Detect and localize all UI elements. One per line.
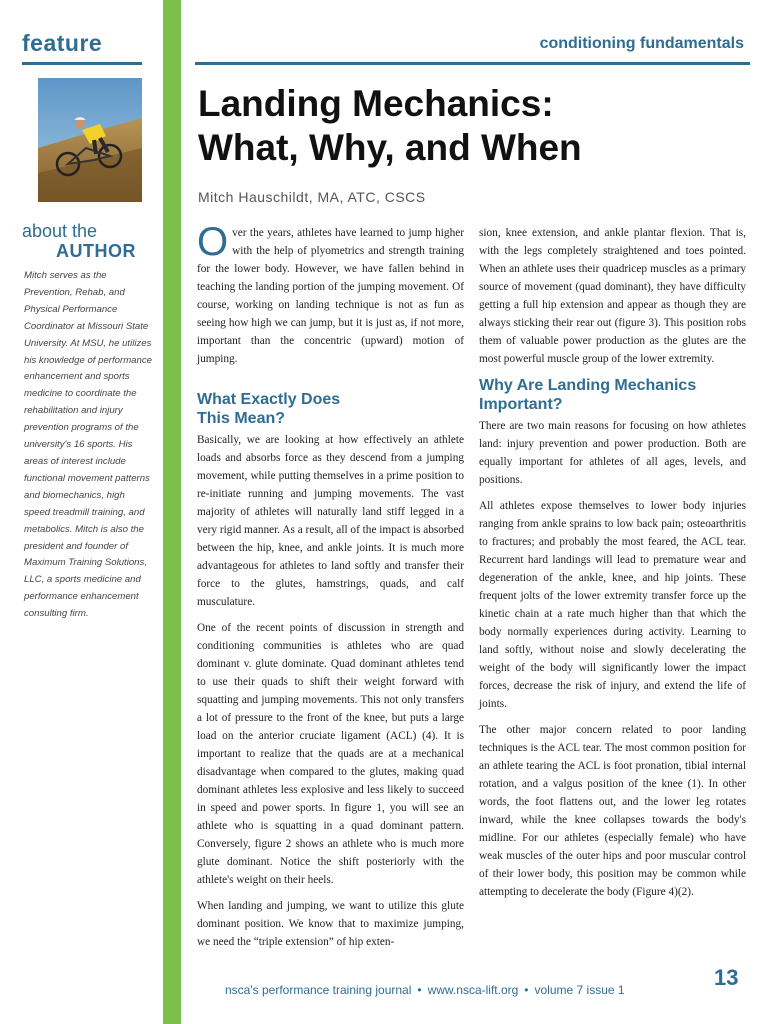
intro-paragraph: Over the years, athletes have learned to jump higher with the help of plyometrics and strength training for the lower body. However, we have fallen behind in teaching the landing portion of the jumping movement. Of course, working on landing technique is not as fun as seeing how high we can jump, but it is just as, if not more, important than the concentric (upward) motion of jumping. (197, 220, 464, 365)
subhead-why-important: Why Are Landing Mechanics Important? (479, 377, 697, 413)
author-photo (38, 78, 142, 202)
page-number: 13 (714, 965, 739, 990)
body-paragraph-continued: sion, knee extension, and ankle plantar flexion. That is, with the legs completely straightened and toes pointed. When an athlete uses their quadricep muscles as a primary source of movement (quad dominant), they have difficulty getting a full hip extension and appear as though they are always sticking their rear out (figure 3). This position robs them of valuable power production as the glutes are the most powerful muscle group of the lower extremity. (479, 227, 746, 365)
header-rule-left (22, 62, 142, 65)
body-paragraph: The other major concern related to poor landing techniques is the ACL tear. The most common position for an athlete tearing the ACL is foot pronation, tibial internal rotation, and a valgus position of the knee (1). In other words, the foot flattens out, and the lower leg rotates inward, while the knee collapses towards the body's midline. For our athletes (especially female) who have weak muscles of the outer hips and poor muscular control of their lower body, this position may be common while attempting to decelerate the body (Figure 4)(2). (479, 724, 746, 898)
header-rule-right (195, 62, 750, 65)
body-paragraph: When landing and jumping, we want to utilize this glute dominant position. We know that to maximize jumping, we need the “triple extension” of hip exten- (197, 900, 464, 948)
body-paragraph: All athletes expose themselves to lower body injuries ranging from ankle sprains to low back pain; osteoarthritis to fractures; and probably the most feared, the ACL tear. Recurrent hard landings will lead to premature wear and degeneration of the ankle, knee, and hip joints. These frequent jolts of the lower extremity transfer force up the kinetic chain at a rate much higher than that which the body normally experiences during activity. Learning to land softly, without noise and slowly decelerating the weight of the body will significantly lower the impact forces, decrease the risk of injury, and extend the life of joints. (479, 500, 746, 710)
author-byline: Mitch Hauschildt, MA, ATC, CSCS (198, 189, 426, 205)
footer-journal: nsca's performance training journal (225, 983, 412, 997)
footer-issue: volume 7 issue 1 (534, 983, 625, 997)
drop-cap: O (197, 220, 229, 264)
feature-label: feature (22, 30, 103, 56)
title-line-2: What, Why, and When (198, 127, 582, 168)
body-paragraph: Basically, we are looking at how effectively an athlete loads and absorbs force as they descend from a jumping movement, while putting themselves in a prime position to re-initiate running and jumping movements. The vast majority of athletes will naturally land stiff legged in a very rigid manner. As a result, all of the impact is absorbed between the hip, knee, and ankle joints. It is much more advantageous for athletes to land softly and transfer their force to the glutes, hamstrings, quads, and calf musculature. (197, 434, 464, 608)
author-heading: AUTHOR (56, 241, 136, 261)
section-label: conditioning fundamentals (539, 35, 744, 52)
body-paragraph: One of the recent points of discussion in strength and conditioning communities is athletes who are quad dominant v. glute dominate. Quad dominant athletes tend to use their quads to shift their weight forward with squatting and jumping movements. This not only transfers a lot of pressure to the front of the knee, but puts a large load on the anterior cruciate ligament (ACL) (4). It is important to realize that the quads are at a mechanical disadvantage when compared to the glutes, making quad dominant athletes less explosive and less likely to succeed in speed and power sports. In figure 1, you will see an athlete who is squatting in a quad dominant pattern. Conversely, figure 2 shows an athlete who is much more glute dominant. Notice the shift posteriorly with the athlete's weight on their heels. (197, 622, 464, 886)
footer-url-link[interactable]: www.nsca-lift.org (427, 983, 519, 997)
article-column-2 (479, 224, 746, 909)
body-paragraph: There are two main reasons for focusing on how athletes land: injury prevention and power production. Both are equally important for athletes of all ages, levels, and positions. (479, 420, 746, 486)
about-the-label: about the (22, 221, 98, 241)
article-column-1 (197, 220, 464, 959)
author-bio: Mitch serves as the Prevention, Rehab, and Physical Performance Coordinator at Missouri State University. At MSU, he utilizes his knowledge of performance enhancement and sports medicine to coordinate the rehabilitation and injury prevention programs of the university's 16 sports. His areas of interest include functional movement patterns and biomechanics, high speed treadmill training, and metabolics. Mitch is also the president and founder of Maximum Training Solutions, LLC, a sports medicine and performance enhancement consulting firm. (24, 270, 152, 620)
bullet-separator: • (417, 983, 422, 997)
page-footer (225, 983, 625, 997)
subhead-what-exactly: What Exactly Does This Mean? (197, 391, 341, 427)
bullet-separator: • (524, 983, 529, 997)
green-margin-bar (163, 0, 181, 1024)
article-title (198, 82, 738, 170)
title-line-1: Landing Mechanics: (198, 83, 554, 124)
